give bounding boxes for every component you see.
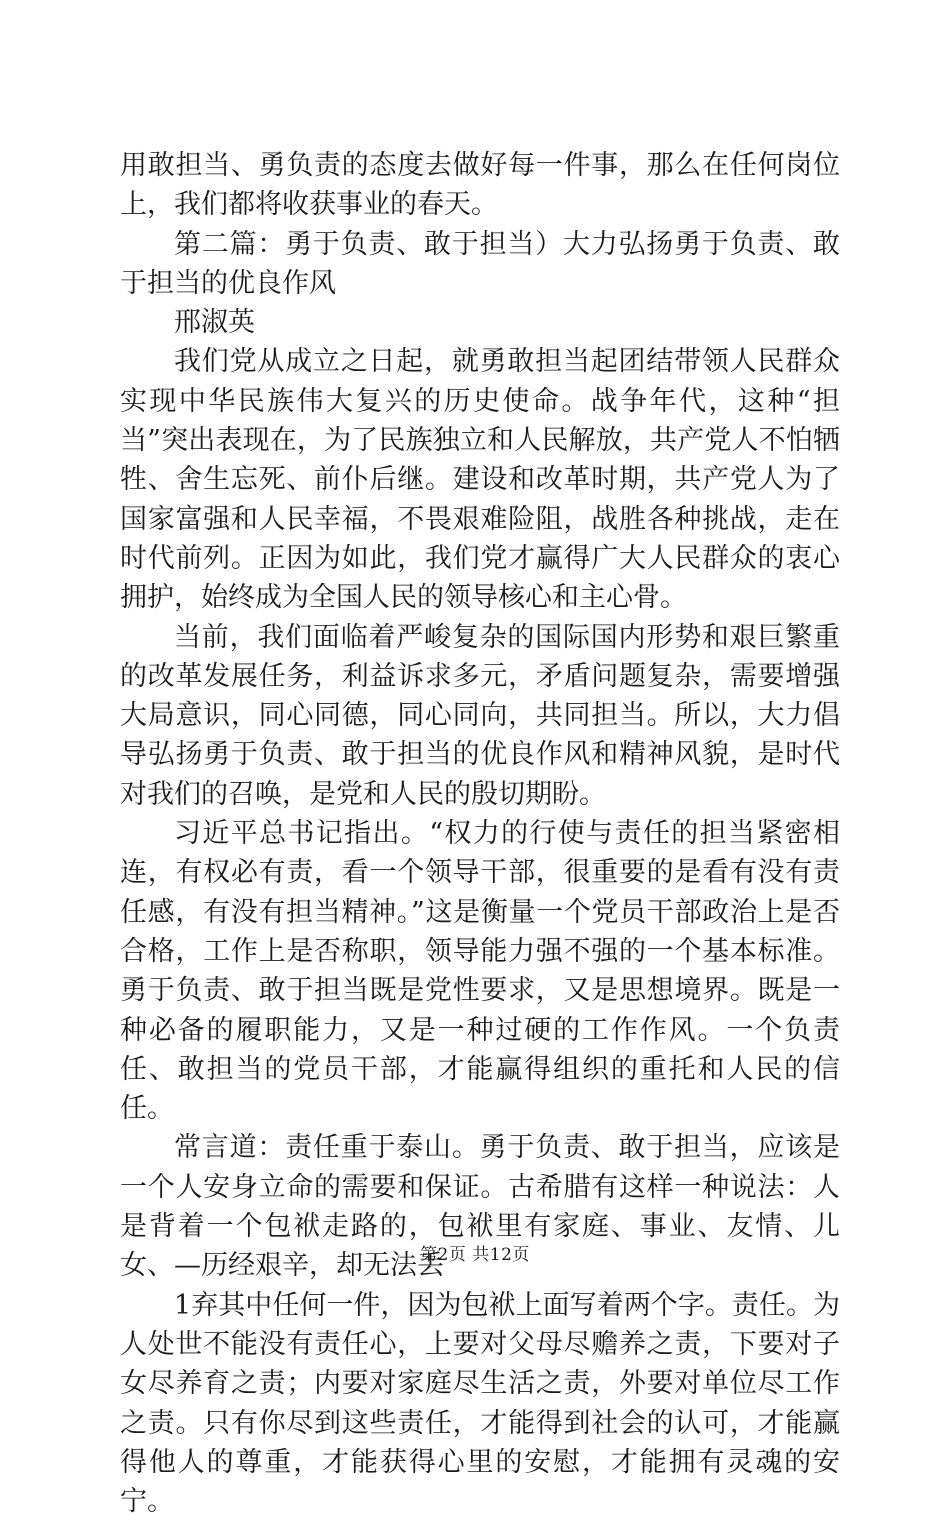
body-paragraph: 1弃其中任何一件，因为包袱上面写着两个字。责任。为人处世不能没有责任心，上要对父母尽赡养之责，下要对子女尽养育之责；内要对家庭尽生活之责，外要对单位尽工作之责。只有你尽到这些责任，才能得到社会的认可，才能赢得他人的尊重，才能获得心里的安慰，才能拥有灵魂的安宁。 xyxy=(120,1289,840,1518)
body-paragraph: 习近平总书记指出。“权力的行使与责任的担当紧密相连，有权必有责，看一个领导干部，很重要的是看有没有责任感，有没有担当精神。”这是衡量一个党员干部政治上是否合格，工作上是否称职，领导能力强不强的一个基本标准。勇于负责、敢于担当既是党性要求，又是思想境界。既是一种必备的履职能力，又是一种过硬的工作作风。一个负责任、敢担当的党员干部，才能赢得组织的重托和人民的信任。 xyxy=(120,818,840,1125)
document-body xyxy=(120,146,840,1521)
author-name: 邢淑英 xyxy=(174,307,255,339)
page-footer: 第2页 共12页 xyxy=(420,1245,530,1265)
body-paragraph: 我们党从成立之日起，就勇敢担当起团结带领人民群众实现中华民族伟大复兴的历史使命。战争年代，这种“担当”突出表现在，为了民族独立和人民解放，共产党人不怕牺牲、舍生忘死、前仆后继。建设和改革时期，共产党人为了国家富强和人民幸福，不畏艰难险阻，战胜各种挑战，走在时代前列。正因为如此，我们党才赢得广大人民群众的衷心拥护，始终成为全国人民的领导核心和主心骨。 xyxy=(120,346,840,614)
paragraph-continuation: 用敢担当、勇负责的态度去做好每一件事，那么在任何岗位上，我们都将收获事业的春天。 xyxy=(120,150,840,221)
body-paragraph: 常言道：责任重于泰山。勇于负责、敢于担当，应该是一个人安身立命的需要和保证。古希腊有这样一种说法：人是背着一个包袱走路的，包袱里有家庭、事业、友情、儿女、—历经艰辛，却无法丢 xyxy=(120,1132,840,1282)
section-heading: 第二篇：勇于负责、敢于担当）大力弘扬勇于负责、敢于担当的优良作风 xyxy=(120,228,840,299)
body-paragraph: 当前，我们面临着严峻复杂的国际国内形势和艰巨繁重的改革发展任务，利益诉求多元，矛盾问题复杂，需要增强大局意识，同心同德，同心同向，共同担当。所以，大力倡导弘扬勇于负责、敢于担当的优良作风和精神风貌，是时代对我们的召唤，是党和人民的殷切期盼。 xyxy=(120,621,840,810)
